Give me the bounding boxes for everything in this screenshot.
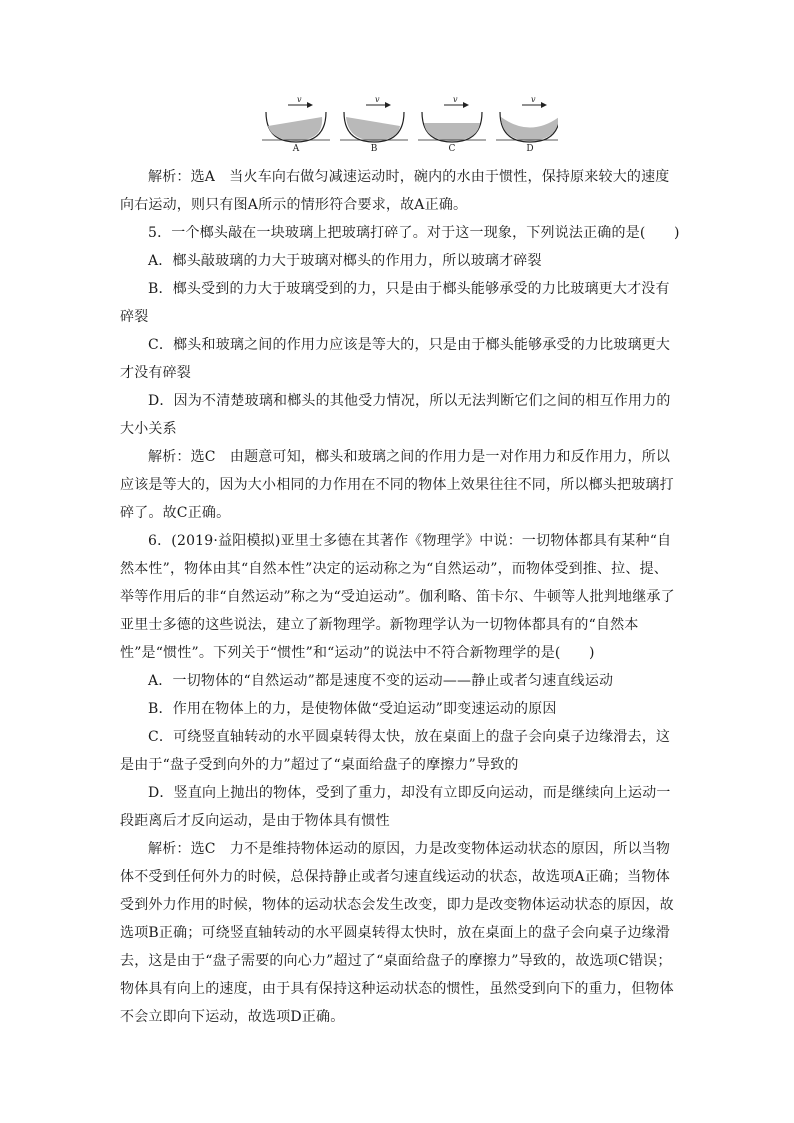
bowl-a xyxy=(262,95,330,142)
bowl-c xyxy=(418,95,486,142)
bowls-figure xyxy=(262,92,558,156)
velocity-symbol-a: v xyxy=(297,95,302,104)
bowl-label-c: C xyxy=(448,144,456,154)
q6-option-c: C．可绕竖直轴转动的水平圆桌转得太快，放在桌面上的盘子会向桌子边缘滑去，这是由于“盘子受到向外的力”超过了“桌面给盘子的摩擦力”导致的 xyxy=(120,729,671,773)
bowl-label-a: A xyxy=(292,144,300,154)
bowl-label-d: D xyxy=(526,144,534,154)
q5-option-b: B．榔头受到的力大于玻璃受到的力，只是由于榔头能够承受的力比玻璃更大才没有碎裂 xyxy=(120,281,670,325)
bowl-label-b: B xyxy=(370,144,378,154)
q6-option-d: D．竖直向上抛出的物体，受到了重力，却没有立即反向运动，而是继续向上运动一段距离后才反向运动，是由于物体具有惯性 xyxy=(120,785,671,829)
bowl-b xyxy=(340,95,408,142)
velocity-symbol-b: v xyxy=(375,95,380,104)
q6-option-a: A．一切物体的“自然运动”都是速度不变的运动——静止或者匀速直线运动 xyxy=(148,673,614,689)
q5-analysis: 解析：选C 由题意可知，榔头和玻璃之间的作用力是一对作用力和反作用力，所以应该是等大的，因为大小相同的力作用在不同的物体上效果往往不同，所以榔头把玻璃打碎了。故C正确。 xyxy=(120,449,674,521)
velocity-symbol-d: v xyxy=(531,95,536,104)
q6-analysis: 解析：选C 力不是维持物体运动的原因，力是改变物体运动状态的原因，所以当物体不受到任何外力的时候，总保持静止或者匀速直线运动的状态，故选项A正确；当物体受到外力作用的时候，物体的运动状态会发生改变，即力是改变物体运动状态的原因，故选项B正确；可绕竖直轴转动的水平圆桌转得太快时，放在桌面上的盘子会向桌子边缘滑去，这是由于“盘子需要的向心力”超过了“桌面给盘子的摩擦力”导致的，故选项C错误；物体具有向上的速度，由于具有保持这种运动状态的惯性，虽然受到向下的重力，但物体不会立即向下运动，故选项D正确。 xyxy=(120,841,674,1025)
velocity-symbol-c: v xyxy=(453,95,458,104)
bowl-d xyxy=(496,95,558,142)
q5-option-a: A．榔头敲玻璃的力大于玻璃对榔头的作用力，所以玻璃才碎裂 xyxy=(148,253,542,269)
q5-option-c: C．榔头和玻璃之间的作用力应该是等大的，只是由于榔头能够承受的力比玻璃更大才没有碎裂 xyxy=(120,337,671,381)
q5-stem: 5．一个榔头敲在一块玻璃上把玻璃打碎了。对于这一现象，下列说法正确的是( ) xyxy=(148,225,680,241)
q6-stem: 6．(2019·益阳模拟)亚里士多德在其著作《物理学》中说：一切物体都具有某种“自然本性”，物体由其“自然本性”决定的运动称之为“自然运动”，而物体受到推、拉、提、举等作用后的非“自然运动”称之为“受迫运动”。伽利略、笛卡尔、牛顿等人批判地继承了亚里士多德的这些说法，建立了新物理学。新物理学认为一切物体都具有的“自然本性”是“惯性”。下列关于“惯性”和“运动”的说法中不符合新物理学的是( ) xyxy=(120,533,675,661)
bowls-figure-svg xyxy=(262,92,558,156)
q4-analysis: 解析：选A 当火车向右做匀减速运动时，碗内的水由于惯性，保持原来较大的速度向右运动，则只有图A所示的情形符合要求，故A正确。 xyxy=(120,169,670,213)
q5-option-d: D．因为不清楚玻璃和榔头的其他受力情况，所以无法判断它们之间的相互作用力的大小关系 xyxy=(120,393,671,437)
page-content xyxy=(120,163,680,1031)
q6-option-b: B．作用在物体上的力，是使物体做“受迫运动”即变速运动的原因 xyxy=(148,701,557,717)
